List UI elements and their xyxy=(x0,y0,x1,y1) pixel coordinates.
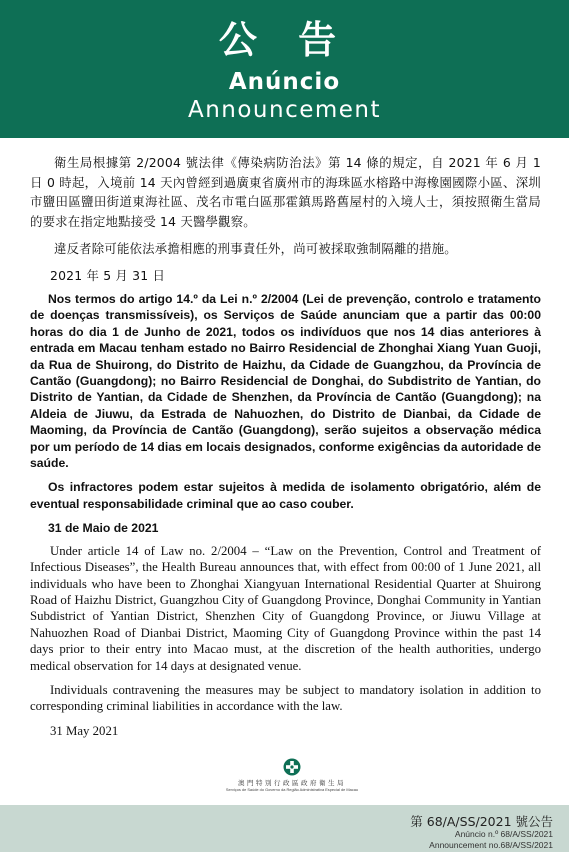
chinese-paragraph-1: 衛生局根據第 2/2004 號法律《傳染病防治法》第 14 條的規定，自 2021 年 6 月 1 日 0 時起，入境前 14 天內曾經到過廣東省廣州市的海珠區水榕路中海橡園國際小區、深圳市鹽田區鹽田街道東海社區、茂名市電白區那霍鎮馬路舊屋村的入境人士，須按照衛生當局的要求在指定地點接受 14 天醫學觀察。 xyxy=(30,155,541,229)
english-date: 31 May 2021 xyxy=(50,723,119,738)
portuguese-paragraph-2: Os infractores podem estar sujeitos à medida de isolamento obrigatório, além de eventual responsabilidade criminal que ao caso couber. xyxy=(30,480,541,511)
chinese-paragraph-2: 違反者除可能依法承擔相應的刑事責任外，尚可被採取強制隔離的措施。 xyxy=(54,241,457,256)
chinese-section xyxy=(30,153,541,285)
portuguese-date: 31 de Maio de 2021 xyxy=(48,521,159,536)
reference-number-english: Announcement no.68/A/SS/2021 xyxy=(429,840,553,850)
logo-name-portuguese: Serviços de Saúde do Governo da Região Administrativa Especial de Macau xyxy=(225,787,359,792)
health-bureau-logo xyxy=(212,758,372,800)
announcement-body xyxy=(30,153,541,739)
chinese-date: 2021 年 5 月 31 日 xyxy=(50,267,166,283)
title-chinese: 公 告 xyxy=(218,18,351,62)
announcement-header xyxy=(0,0,569,138)
reference-number-chinese: 第 68/A/SS/2021 號公告 xyxy=(410,814,553,829)
title-portuguese: Anúncio xyxy=(228,69,341,95)
announcement-footer xyxy=(0,805,569,852)
english-paragraph-2: Individuals contravening the measures may be subject to mandatory isolation in addition to corresponding criminal liabilities in accordance with the law. xyxy=(30,682,541,714)
english-paragraph-1: Under article 14 of Law no. 2/2004 – “Law on the Prevention, Control and Treatment of Infectious Diseases”, the Health Bureau announces that, with effect from 00:00 of 1 June 2021, all individuals who have been to Zhonghai Xiangyuan International Residential Quarter at Shuirong Road of Haizhu District, Guangzhou City of Guangdong Province, Donghai Community in Yantian Subdistrict of Yantian District, Shenzhen City of Guangdong Province, or Jiuwu Village at Nahuozhen Road of Dianbai District, Maoming City of Guangdong Province within the past 14 days prior to their entry into Macao must, at the discretion of the health authorities, undergo medical observation for 14 days at designated venue. xyxy=(30,543,541,673)
health-cross-icon xyxy=(283,758,301,776)
reference-number-portuguese: Anúncio n.º 68/A/SS/2021 xyxy=(454,829,553,839)
logo-name-chinese: 澳門特別行政區政府衛生局 xyxy=(238,779,346,787)
portuguese-paragraph-1: Nos termos do artigo 14.º da Lei n.º 2/2004 (Lei de prevenção, controlo e tratamento de doenças transmissíveis), os Serviços de Saúde anunciam que a partir das 00:00 horas do dia 1 de Junho de 2021, todos os indivíduos que nos 14 dias anteriores à entrada em Macau tenham estado no Bairro Residencial de Zhonghai Xiang Yuan Guoji, da Rua de Shuirong, do Distrito de Haizhu, da Cidade de Guangzhou, da Província de Cantão (Guangdong); no Bairro Residencial de Donghai, do Subdistrito de Yantian, do Distrito de Yantian, da Cidade de Shenzhen, da Província de Cantão (Guangdong); na Aldeia de Jiuwu, da Estrada de Nahuozhen, do Distrito de Dianbai, da Cidade de Maoming, da Província de Cantão (Guangdong), serão sujeitos a observação médica por um período de 14 dias em locais designados, conforme exigências da autoridade de saúde. xyxy=(30,292,541,471)
title-english: Announcement xyxy=(187,97,382,123)
